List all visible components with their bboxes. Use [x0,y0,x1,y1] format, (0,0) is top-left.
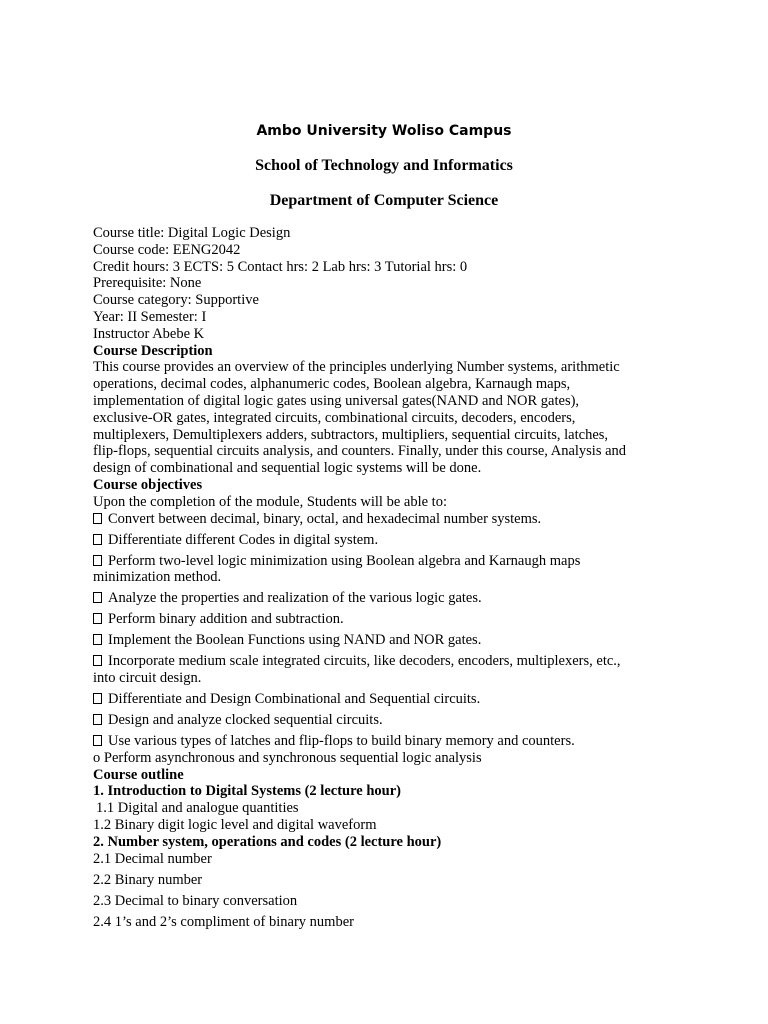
objectives-intro: Upon the completion of the module, Students will be able to: [93,493,447,510]
objective-item: Implement the Boolean Functions using NAND and NOR gates. [93,632,693,649]
university-heading: Ambo University Woliso Campus [256,123,512,139]
objective-item: Perform two-level logic minimization using Boolean algebra and Karnaugh maps [93,553,693,570]
outline-item: 2.2 Binary number [93,871,203,888]
objective-item-continued: minimization method. [93,569,222,586]
objective-item: Use various types of latches and flip-flops to build binary memory and counters. [93,733,693,750]
objective-item-continued: into circuit design. [93,670,202,687]
outline-item: 2.4 1’s and 2’s compliment of binary number [93,913,354,930]
outline-item: 2.3 Decimal to binary conversation [93,892,298,909]
description-line: design of combinational and sequential logic systems will be done. [93,460,482,477]
course-instructor: Instructor Abebe K [93,325,205,342]
course-title: Course title: Digital Logic Design [93,225,291,241]
document-body [93,225,693,930]
course-code: Course code: EENG2042 [93,241,241,258]
course-hours: Credit hours: 3 ECTS: 5 Contact hrs: 2 Lab hrs: 3 Tutorial hrs: 0 [93,258,468,275]
course-prerequisite: Prerequisite: None [93,275,202,292]
course-category: Course category: Supportive [93,292,259,309]
description-line: flip-flops, sequential circuits analysis, and counters. Finally, under this course, Analysis and [93,443,627,460]
outline-heading: Course outline [93,766,184,783]
description-line: exclusive-OR gates, integrated circuits, combinational circuits, decoders, encoders, [93,409,576,426]
description-line: implementation of digital logic gates using universal gates(NAND and NOR gates), [93,392,580,409]
school-heading: School of Technology and Informatics [255,157,513,174]
objectives-heading: Course objectives [93,476,203,493]
course-year: Year: II Semester: I [93,308,207,325]
objective-item: Analyze the properties and realization of the various logic gates. [93,590,693,607]
description-line: multiplexers, Demultiplexers adders, subtractors, multipliers, sequential circuits, latches, [93,426,609,443]
objective-item: Differentiate different Codes in digital system. [93,532,693,549]
objective-item: Differentiate and Design Combinational and Sequential circuits. [93,691,693,708]
outline-item: 1.1 Digital and analogue quantities [96,800,299,817]
objective-item: Incorporate medium scale integrated circuits, like decoders, encoders, multiplexers, etc., [93,653,693,670]
outline-item: 2.1 Decimal number [93,850,212,867]
outline-section-title: 2. Number system, operations and codes (2 lecture hour) [93,833,442,850]
description-heading: Course Description [93,342,213,359]
description-line: This course provides an overview of the principles underlying Number systems, arithmetic [93,359,620,376]
objective-item: Design and analyze clocked sequential circuits. [93,712,693,729]
description-line: operations, decimal codes, alphanumeric codes, Boolean algebra, Karnaugh maps, [93,376,571,393]
objective-item: o Perform asynchronous and synchronous sequential logic analysis [93,749,482,766]
department-heading: Department of Computer Science [269,192,499,209]
outline-item: 1.2 Binary digit logic level and digital waveform [93,816,377,833]
objective-item: Convert between decimal, binary, octal, and hexadecimal number systems. [93,511,693,528]
objective-item: Perform binary addition and subtraction. [93,611,693,628]
outline-section-title: 1. Introduction to Digital Systems (2 lecture hour) [93,783,401,800]
